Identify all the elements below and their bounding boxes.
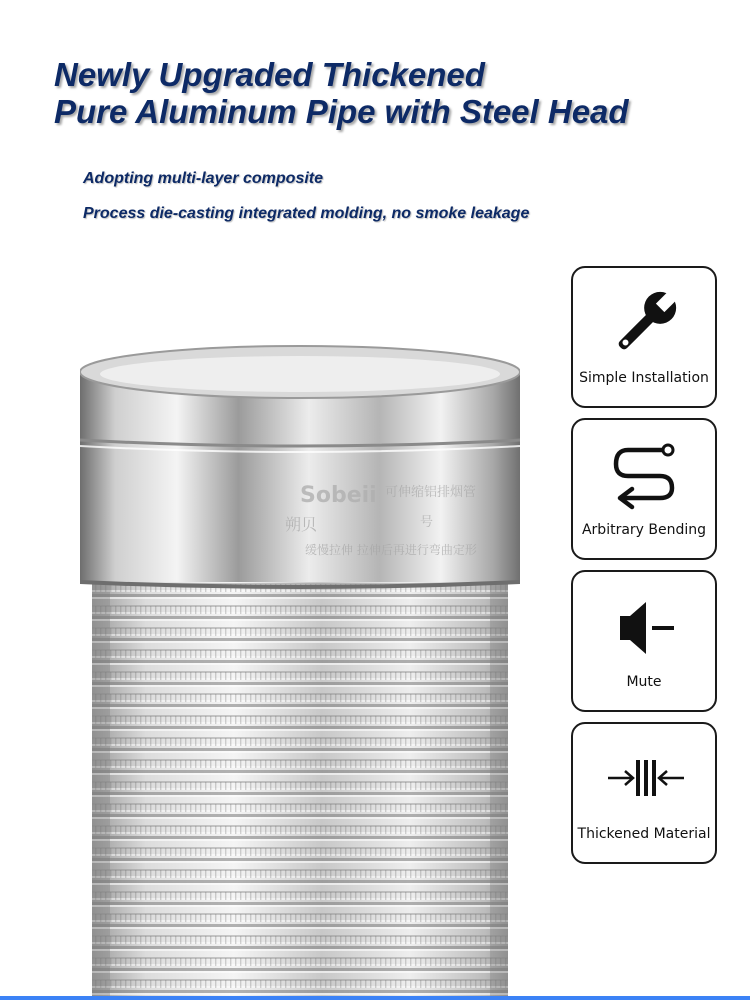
speaker-mute-icon — [606, 586, 686, 666]
brand-logo: Sobeii — [300, 483, 377, 508]
feature-card-mute — [571, 570, 717, 712]
aluminum-pipe-image — [80, 330, 520, 1000]
feature-label: Simple Installation — [579, 370, 709, 386]
feature-label: Mute — [626, 674, 662, 690]
compress-arrows-icon — [583, 738, 709, 818]
brand-chinese: 朔贝 — [285, 515, 318, 534]
feature-label: Thickened Material — [577, 826, 711, 842]
headline — [54, 56, 629, 130]
headline-line-1: Newly Upgraded Thickened — [54, 56, 485, 93]
feature-card-thickened-material — [571, 722, 717, 864]
product-name-label: 可伸缩铝排烟管 — [385, 485, 477, 500]
headline-line-2: Pure Aluminum Pipe with Steel Head — [54, 93, 629, 130]
wrench-icon — [606, 282, 686, 362]
subtitle-process: Process die-casting integrated molding, no smoke leakage — [83, 205, 530, 222]
model-label: 号 — [420, 515, 434, 530]
subtitle-composite: Adopting multi-layer composite — [83, 170, 324, 187]
feature-card-arbitrary-bending — [571, 418, 717, 560]
bend-arrow-icon — [606, 434, 686, 514]
usage-note-label: 缓慢拉伸 拉伸后再进行弯曲定形 — [305, 543, 477, 557]
feature-label: Arbitrary Bending — [581, 522, 707, 538]
feature-card-simple-installation — [571, 266, 717, 408]
bottom-accent-bar — [0, 996, 750, 1000]
